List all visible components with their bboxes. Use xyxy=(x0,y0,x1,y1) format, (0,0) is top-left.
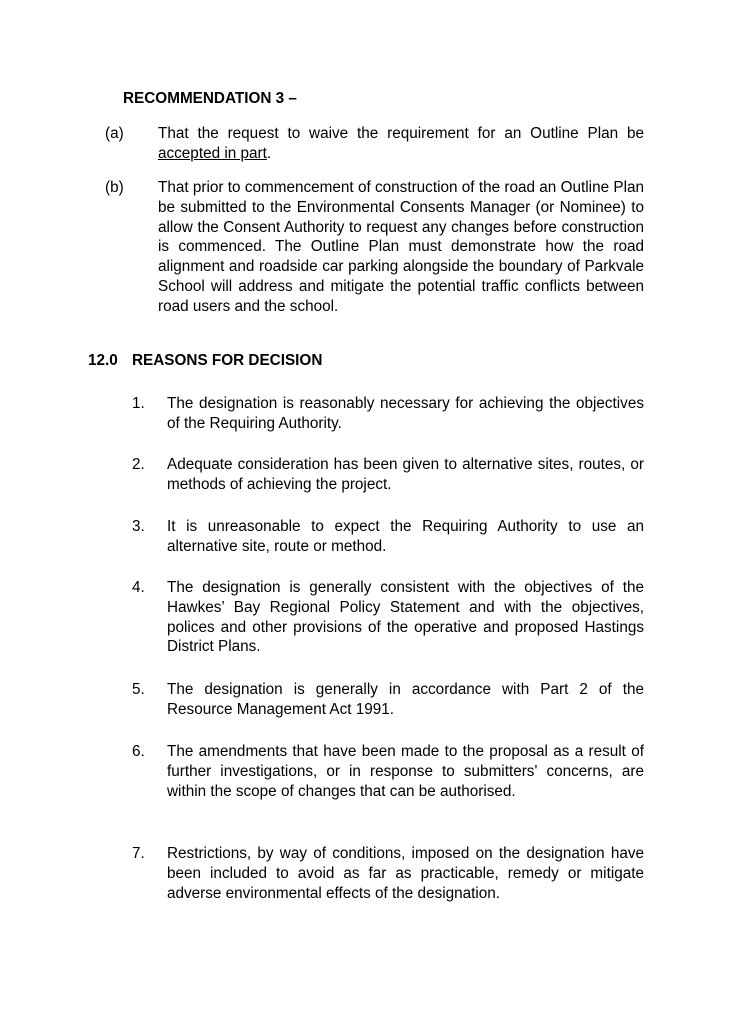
recommendation-heading: RECOMMENDATION 3 – xyxy=(123,90,297,107)
reason-6-text: The amendments that have been made to the proposal as a result of further investigations, or in response to submitters' concerns, are within the scope of changes that can be authorised. xyxy=(167,743,644,800)
reason-4-number: 4. xyxy=(132,579,145,596)
reason-7-number: 7. xyxy=(132,845,145,862)
item-a-underlined: accepted in part xyxy=(158,144,267,162)
reason-2-text: Adequate consideration has been given to alternative sites, routes, or methods of achieving the project. xyxy=(167,456,644,493)
reason-1-number: 1. xyxy=(132,395,145,412)
item-a-text-before: That the request to waive the requirement for an Outline Plan be xyxy=(158,125,644,142)
reason-2-number: 2. xyxy=(132,456,145,473)
reason-1-text: The designation is reasonably necessary for achieving the objectives of the Requiring Authority. xyxy=(167,395,644,432)
item-b-text: That prior to commencement of construction of the road an Outline Plan be submitted to the Environmental Consents Manager (or Nominee) to allow the Consent Authority to request any changes before construction is commenced. The Outline Plan must demonstrate how the road alignment and roadside car parking alongside the boundary of Parkvale School will address and mitigate the potential traffic conflicts between road users and the school. xyxy=(158,179,644,315)
reason-3-text: It is unreasonable to expect the Requiring Authority to use an alternative site, route or method. xyxy=(167,518,644,555)
item-a-text-after: . xyxy=(266,144,272,162)
reason-3-number: 3. xyxy=(132,518,145,535)
reason-6-number: 6. xyxy=(132,743,145,760)
reason-5-number: 5. xyxy=(132,681,145,698)
reason-5-text: The designation is generally in accordance with Part 2 of the Resource Management Act 1991. xyxy=(167,681,644,718)
item-a-label: (a) xyxy=(105,125,124,142)
reason-7-text: Restrictions, by way of conditions, imposed on the designation have been included to avoid as far as practicable, remedy or mitigate adverse environmental effects of the designation. xyxy=(167,845,644,902)
section-title: REASONS FOR DECISION xyxy=(132,352,323,369)
item-a-text xyxy=(158,124,644,164)
item-b-label: (b) xyxy=(105,179,124,196)
reason-4-text: The designation is generally consistent with the objectives of the Hawkes’ Bay Regional Policy Statement and with the objectives, polices and other provisions of the operative and proposed Hastings District Plans. xyxy=(167,579,644,656)
section-number: 12.0 xyxy=(88,352,118,369)
